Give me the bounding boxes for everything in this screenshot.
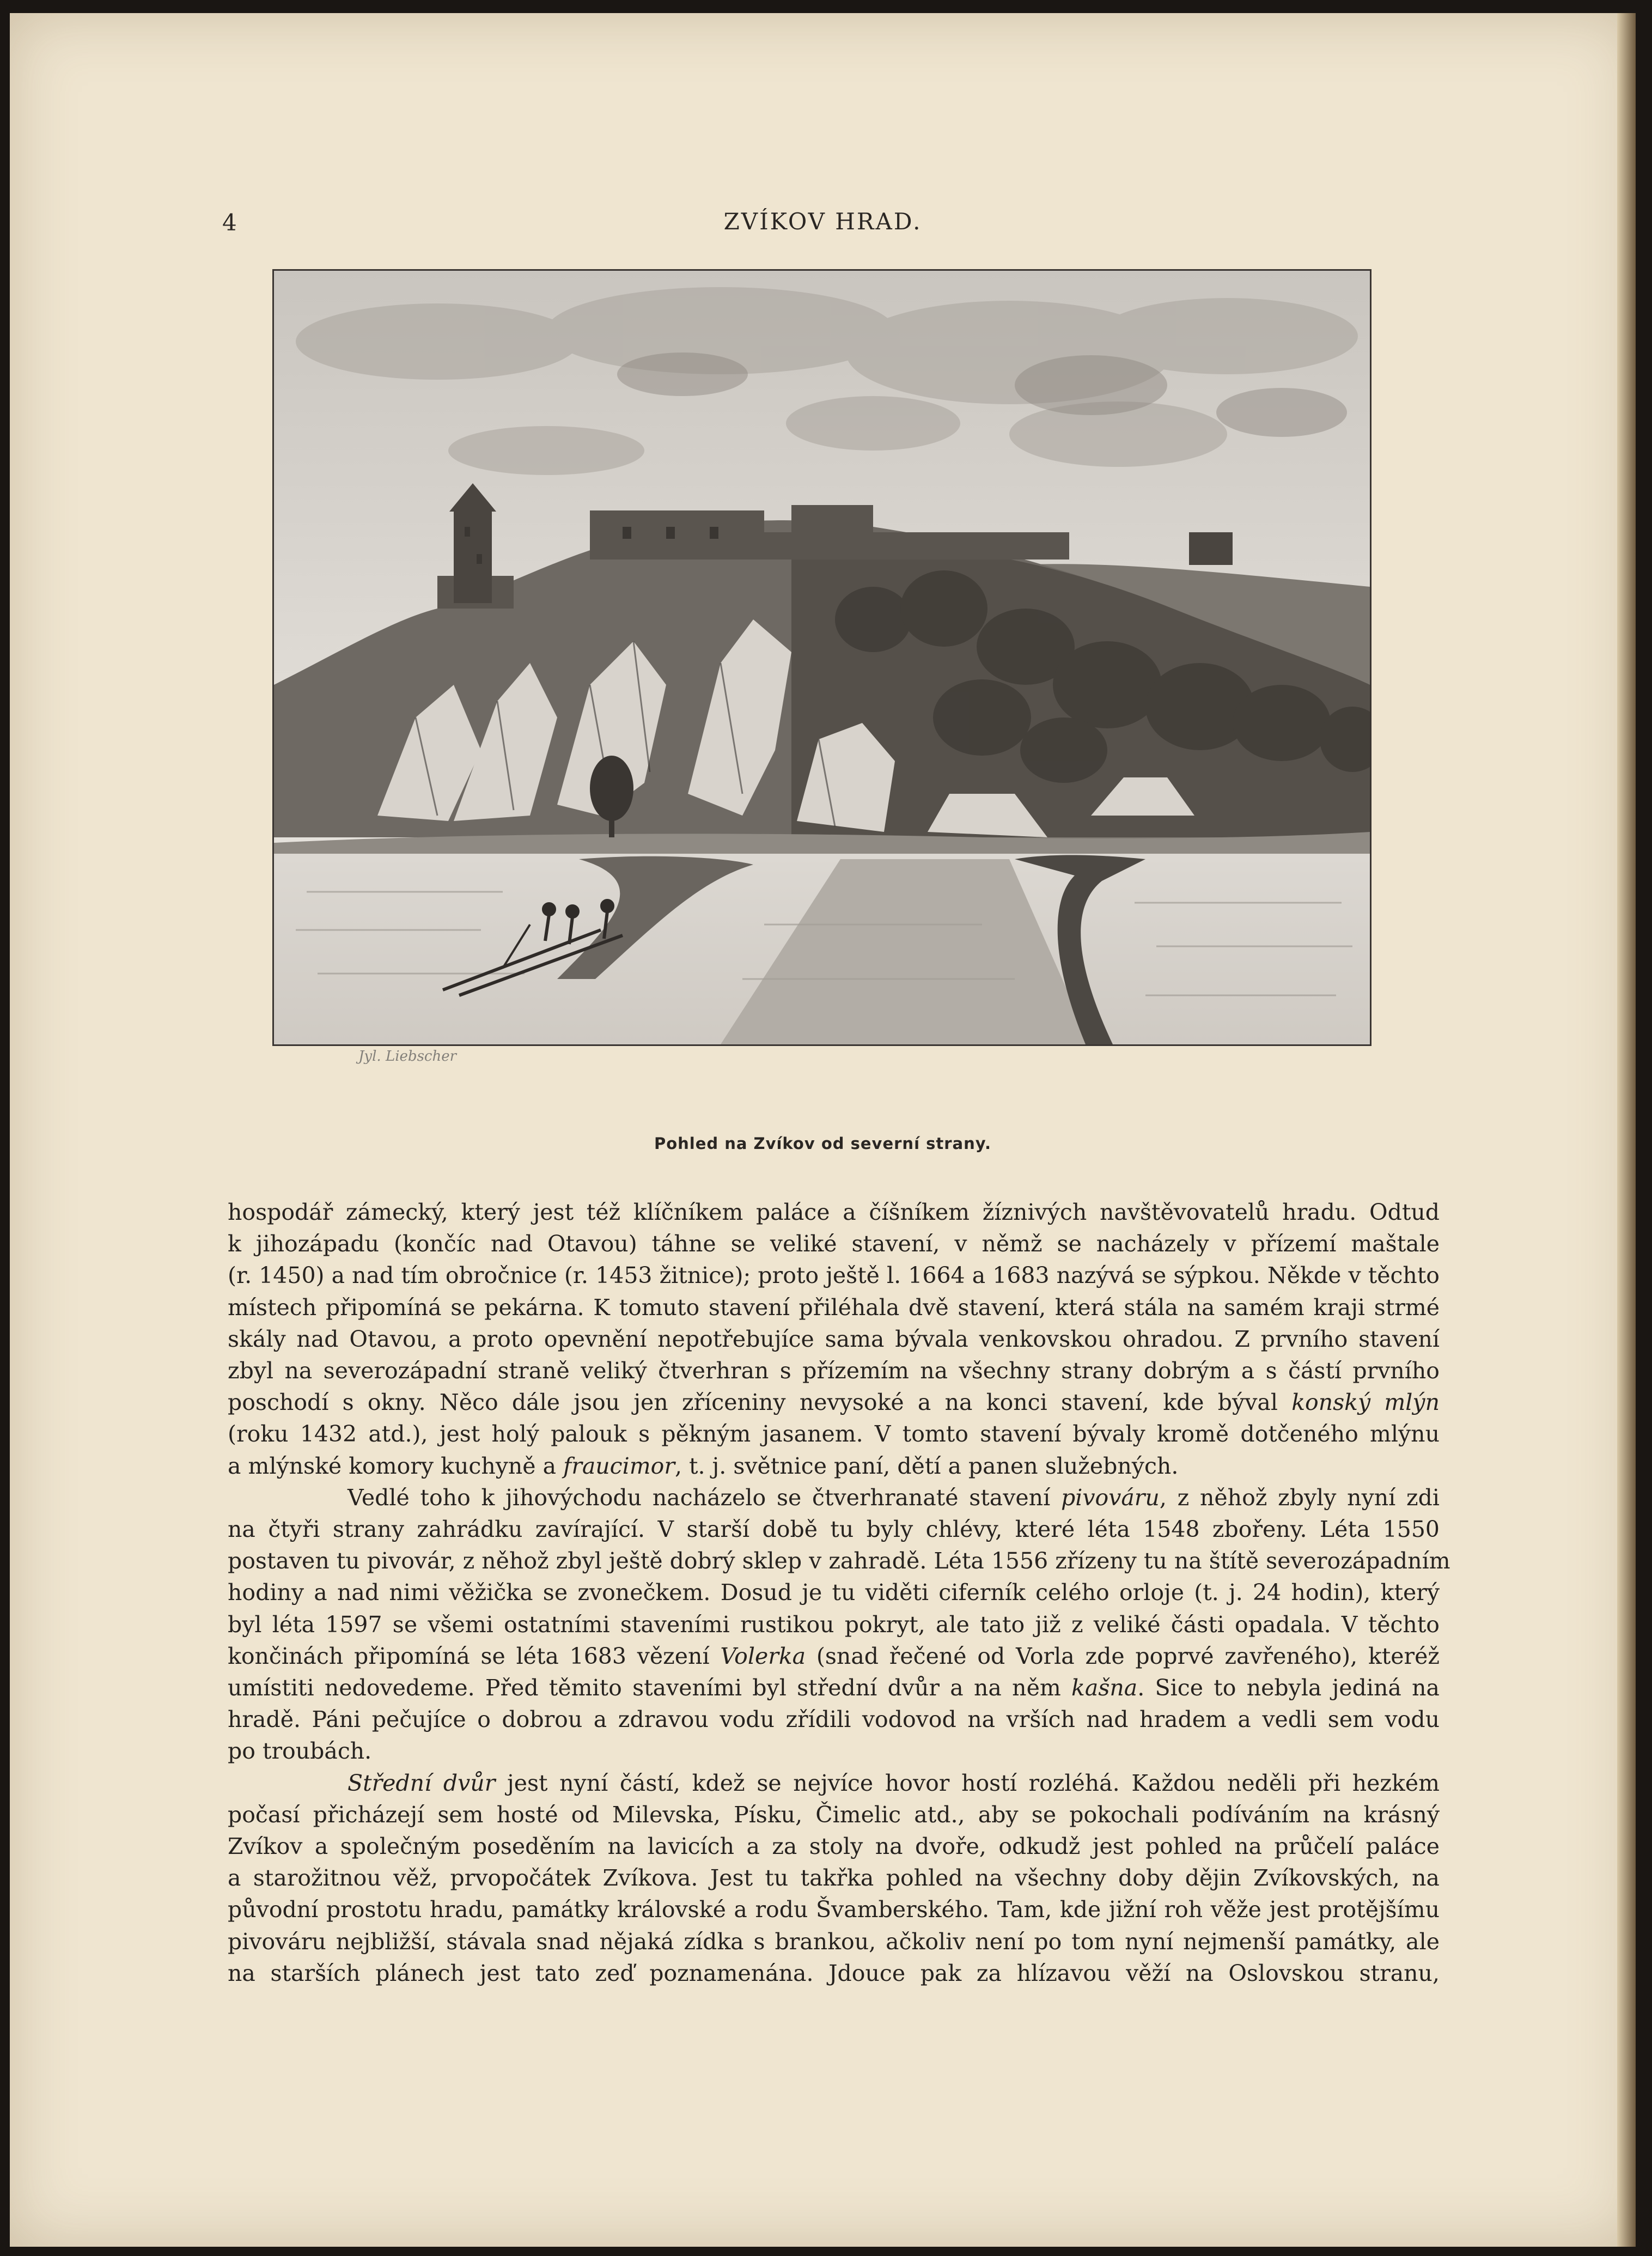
body-text (228, 1196, 1450, 1989)
text-line: hradě. Páni pečujíce o dobrou a zdravou vodu zřídili vodovod na vrších nad hradem a vedli sem vodu (228, 1706, 1440, 1733)
text-line (228, 1672, 1440, 1704)
book-spine-edge (1617, 13, 1636, 2247)
text-line (228, 1450, 1440, 1482)
text-line (228, 1767, 1440, 1799)
text-line (228, 1482, 1440, 1513)
text-line: původní prostotu hradu, památky královské a rodu Švamberského. Tam, kde jižní roh věže jest protějšímu (228, 1896, 1440, 1923)
castle-illustration (272, 269, 1371, 1046)
text-segment: jest nyní částí, kdež se nejvíce hovor hostí rozléhá. Každou neděli při hezkém (495, 1769, 1440, 1796)
text-line: postaven tu pivovár, z něhož zbyl ještě dobrý sklep v zahradě. Léta 1556 zřízeny tu na štítě severozápadním (228, 1548, 1450, 1574)
running-title: ZVÍKOV HRAD. (723, 208, 922, 235)
text-segment: Vedlé toho k jihovýchodu nacházelo se čtverhranaté stavení (348, 1484, 1061, 1511)
text-segment: končinách připomíná se léta 1683 vězení (228, 1643, 721, 1669)
text-line: na starších plánech jest tato zeď poznamenána. Jdouce pak za hlízavou věží na Oslovskou stranu, (228, 1960, 1440, 1986)
text-line: pivováru nejbližší, stávala snad nějaká zídka s brankou, ačkoliv není po tom nyní nejmenší památky, ale (228, 1928, 1440, 1955)
text-line: na čtyři strany zahrádku zavírající. V starší době tu byly chlévy, které léta 1548 zbořeny. Léta 1550 (228, 1516, 1440, 1543)
text-line: (r. 1450) a nad tím obročnice (r. 1453 žitnice); proto ještě l. 1664 a 1683 nazývá se sýpkou. Někde v těchto (228, 1262, 1440, 1289)
book-page (10, 13, 1636, 2247)
text-line (228, 1387, 1440, 1418)
text-line: hodiny a nad nimi věžička se zvonečkem. Dosud je tu viděti ciferník celého orloje (t. j. 24 hodin), který (228, 1579, 1440, 1606)
text-line: hospodář zámecký, který jest též klíčníkem paláce a číšníkem žíznivých navštěvovatelů hradu. Odtud (228, 1199, 1440, 1225)
text-line: a starožitnou věž, prvopočátek Zvíkova. Jest tu takřka pohled na všechny doby dějin Zvíkovských, na (228, 1865, 1440, 1892)
text-line: skály nad Otavou, a proto opevnění nepotřebujíce sama bývala venkovskou ohradou. Z prvního stavení (228, 1325, 1440, 1352)
page-number: 4 (222, 209, 238, 236)
text-line: zbyl na severozápadní straně veliký čtverhran s přízemím na všechny strany dobrým a s částí prvního (228, 1358, 1440, 1384)
text-line: počasí přicházejí sem hosté od Milevska, Písku, Čimelic atd., aby se pokochali podíváním na krásný (228, 1801, 1440, 1828)
castle-engraving-icon (274, 271, 1370, 1044)
text-line: k jihozápadu (končíc nad Otavou) táhne se veliké stavení, v němž se nacházely v přízemí maštale (228, 1231, 1440, 1257)
italic-term-kasna: kašna (1071, 1675, 1138, 1701)
text-segment: , z něhož zbyly nyní zdi (1159, 1484, 1440, 1511)
italic-term-fraucimor: fraucimor (563, 1452, 675, 1479)
text-line: místech připomíná se pekárna. K tomuto stavení přiléhala dvě stavení, která stála na samém kraji strmé (228, 1294, 1440, 1321)
italic-term-volerka: Volerka (720, 1643, 806, 1669)
text-segment: , t. j. světnice paní, dětí a panen služebných. (674, 1452, 1179, 1479)
text-segment: a mlýnské komory kuchyně a (228, 1452, 564, 1479)
text-segment: poschodí s okny. Něco dále jsou jen zříceniny nevysoké a na konci stavení, kde býval (228, 1389, 1292, 1416)
text-line: Zvíkov a společným poseděním na lavicích a za stoly na dvoře, odkudž jest pohled na průčelí paláce (228, 1833, 1440, 1860)
text-line (228, 1640, 1440, 1672)
italic-term-pivovaru: pivováru (1060, 1484, 1160, 1511)
text-segment: . Sice to nebyla jediná na (1137, 1675, 1440, 1701)
text-line: po troubách. (228, 1738, 372, 1765)
text-segment: umístiti nedovedeme. Před těmito staveními byl střední dvůr a na něm (228, 1675, 1072, 1701)
text-line: (roku 1432 atd.), jest holý palouk s pěkným jasanem. V tomto stavení bývaly kromě dotčeného mlýnu (228, 1421, 1440, 1448)
text-line: byl léta 1597 se všemi ostatními staveními rustikou pokryt, ale tato již z veliké části opadala. V těchto (228, 1611, 1440, 1638)
artist-signature: Jyl. Liebscher (358, 1048, 457, 1065)
italic-term-konsky-mlyn: konský mlýn (1291, 1389, 1440, 1416)
italic-term-stredni-dvur: Střední dvůr (348, 1769, 496, 1796)
text-segment: (snad řečené od Vorla zde poprvé zavřeného), kteréž (806, 1643, 1440, 1669)
figure-caption: Pohled na Zvíkov od severní strany. (654, 1134, 992, 1153)
